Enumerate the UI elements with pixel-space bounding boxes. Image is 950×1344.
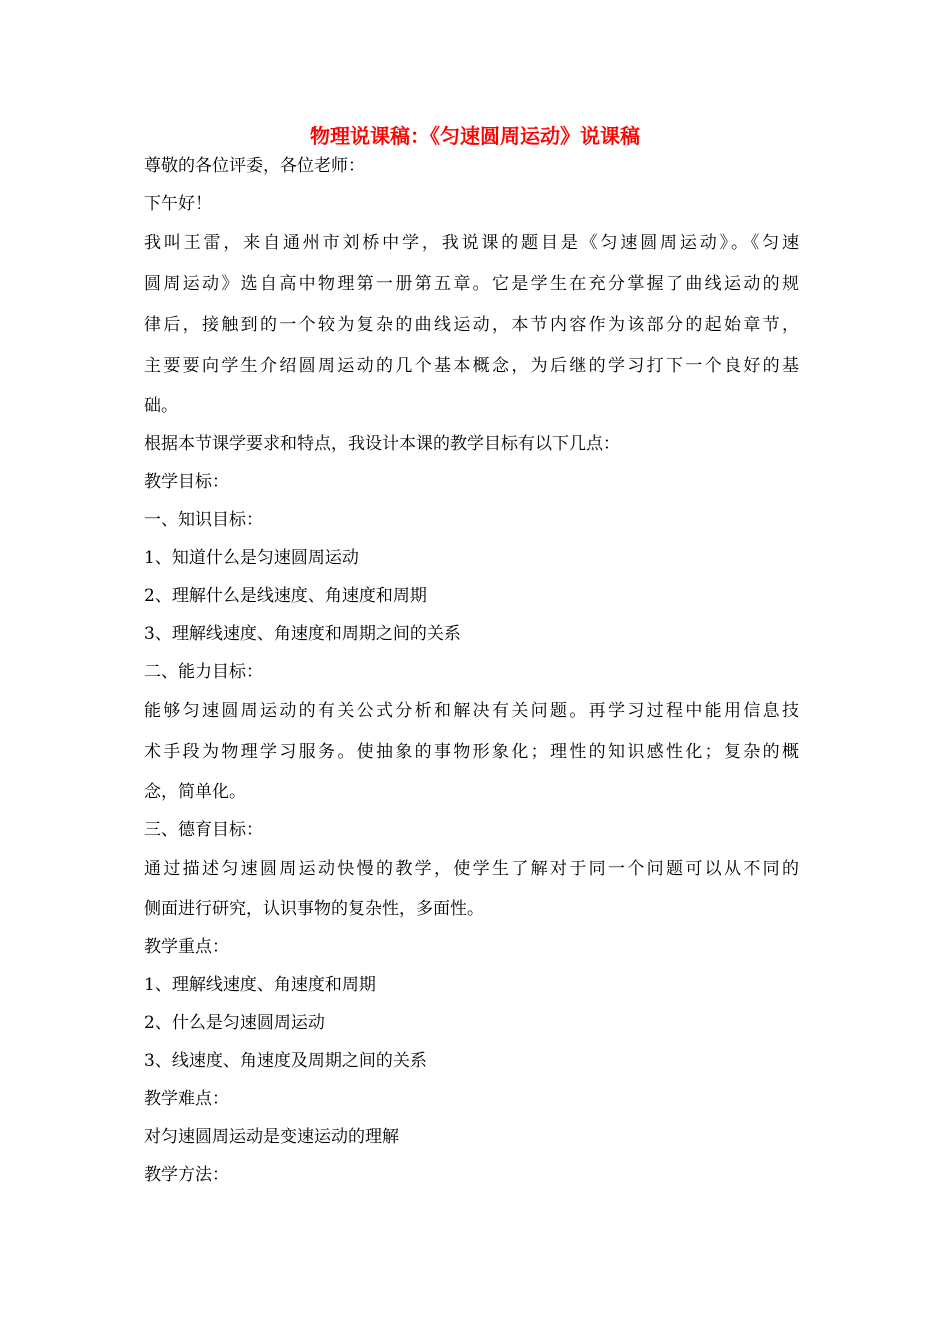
list-item-knowledge-1: 1、知道什么是匀速圆周运动 <box>144 548 359 568</box>
heading-ability-goals: 二、能力目标： <box>144 662 263 682</box>
heading-difficulties: 教学难点： <box>144 1089 229 1109</box>
text-line-intro-3: 律后，接触到的一个较为复杂的曲线运动，本节内容作为该部分的起始章节， <box>144 315 799 335</box>
text-line-moral-2: 侧面进行研究，认识事物的复杂性，多面性。 <box>144 899 484 919</box>
text-line-goals-lead: 根据本节课学要求和特点，我设计本课的教学目标有以下几点： <box>144 434 620 454</box>
heading-moral-goals: 三、德育目标： <box>144 820 263 840</box>
text-line-intro-5: 础。 <box>144 396 178 416</box>
text-line-greeting: 尊敬的各位评委，各位老师： <box>144 156 365 176</box>
list-item-knowledge-2: 2、理解什么是线速度、角速度和周期 <box>144 586 427 606</box>
text-line-ability-1: 能够匀速圆周运动的有关公式分析和解决有关问题。再学习过程中能用信息技 <box>144 701 799 721</box>
text-line-ability-2: 术手段为物理学习服务。使抽象的事物形象化；理性的知识感性化；复杂的概 <box>144 742 799 762</box>
text-line-intro-2: 圆周运动》选自高中物理第一册第五章。它是学生在充分掌握了曲线运动的规 <box>144 274 799 294</box>
document-title: 物理说课稿：《匀速圆周运动》说课稿 <box>310 124 640 148</box>
heading-key-points: 教学重点： <box>144 937 229 957</box>
list-item-knowledge-3: 3、理解线速度、角速度和周期之间的关系 <box>144 624 461 644</box>
heading-teaching-goals: 教学目标： <box>144 472 229 492</box>
list-item-key-2: 2、什么是匀速圆周运动 <box>144 1013 325 1033</box>
heading-knowledge-goals: 一、知识目标： <box>144 510 263 530</box>
heading-teaching-methods: 教学方法： <box>144 1165 229 1185</box>
document-body <box>144 147 799 1194</box>
text-line-moral-1: 通过描述匀速圆周运动快慢的教学，使学生了解对于同一个问题可以从不同的 <box>144 859 799 879</box>
text-line-ability-3: 念，简单化。 <box>144 782 246 802</box>
list-item-key-1: 1、理解线速度、角速度和周期 <box>144 975 376 995</box>
text-line-intro-1: 我叫王雷，来自通州市刘桥中学，我说课的题目是《匀速圆周运动》。《匀速 <box>144 233 799 253</box>
list-item-key-3: 3、线速度、角速度及周期之间的关系 <box>144 1051 427 1071</box>
text-line-intro-4: 主要要向学生介绍圆周运动的几个基本概念，为后继的学习打下一个良好的基 <box>144 356 799 376</box>
text-line-difficulty: 对匀速圆周运动是变速运动的理解 <box>144 1127 399 1147</box>
text-line-hello: 下午好！ <box>144 194 212 214</box>
